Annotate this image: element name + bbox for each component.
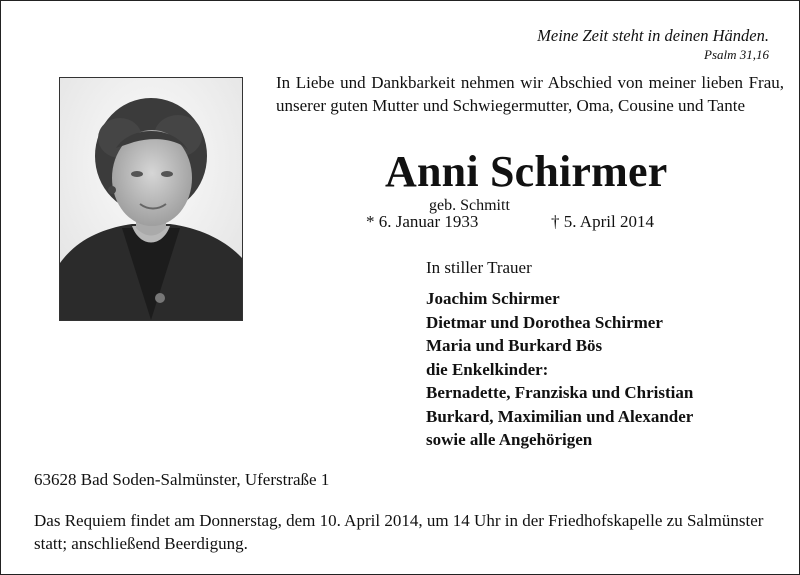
mourner-line: Maria und Burkard Bös (426, 336, 603, 355)
death-date: † 5. April 2014 (551, 212, 654, 231)
verse-text: Meine Zeit steht in deinen Händen. (537, 26, 769, 45)
verse-source: Psalm 31,16 (704, 47, 769, 62)
maiden-name: geb. Schmitt (429, 197, 510, 214)
mourner-line: Joachim Schirmer (426, 289, 560, 308)
deceased-name: Anni Schirmer (385, 147, 668, 196)
mourners-list (426, 287, 693, 452)
mourner-line: Dietmar und Dorothea Schirmer (426, 312, 663, 332)
mourning-heading: In stiller Trauer (426, 258, 532, 277)
portrait-photo (59, 77, 243, 321)
mourner-line: die Enkelkinder: (426, 359, 549, 379)
mourner-line: Bernadette, Franziska und Christian (426, 383, 694, 402)
intro-text: In Liebe und Dankbarkeit nehmen wir Abschied von meiner lieben Frau, unserer guten Mutter und Schwiegermutter, Oma, Cousine und Tante (276, 73, 784, 115)
mourner-line: sowie alle Angehörigen (426, 430, 593, 449)
portrait-image (60, 78, 242, 320)
bible-verse (537, 26, 769, 64)
family-address: 63628 Bad Soden-Salmünster, Uferstraße 1 (34, 470, 330, 489)
mourner-line: Burkard, Maximilian und Alexander (426, 406, 694, 426)
requiem-notice: Das Requiem findet am Donnerstag, dem 10. April 2014, um 14 Uhr in der Friedhofskapelle zu Salmünster statt; anschließend Beerdigung. (34, 511, 764, 553)
birth-date: * 6. Januar 1933 (366, 212, 479, 231)
